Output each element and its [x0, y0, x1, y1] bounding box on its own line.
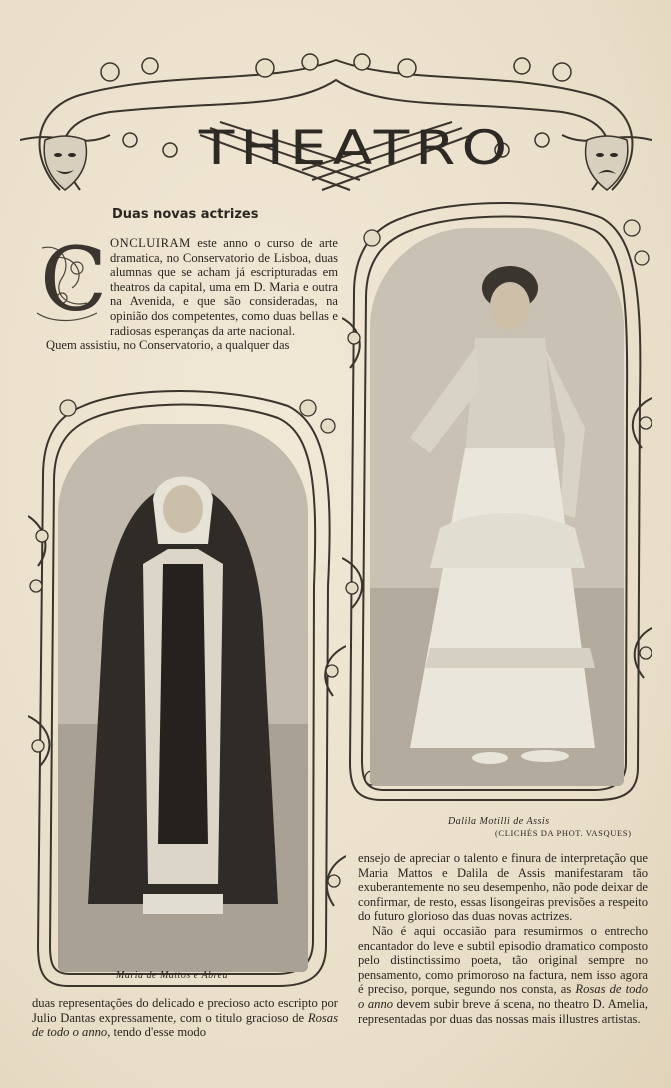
masthead	[20, 40, 652, 200]
bottom-left-text	[32, 996, 338, 1040]
photo-credit: (CLICHÉS DA PHOT. VASQUES)	[495, 828, 632, 838]
intro-paragraph	[32, 228, 338, 353]
article-heading: Duas novas actrizes	[112, 207, 259, 222]
bottom-left-text-a: duas representações do delicado e precioso acto escripto por Julio Dantas expressamente, com o titulo gracioso de	[32, 996, 338, 1025]
intro-text: este anno o curso de arte dramatica, no Conservatorio de Lisboa, duas alumnas que se acham já escripturadas em theatros da capital, uma em D. Maria e outra na Avenida, e que são consideradas, na opinião dos competentes, como duas bellas e radiosas esperanças da arte nacional.	[110, 236, 338, 338]
right-p2-title: Rosas de todo o anno	[358, 982, 649, 1011]
dropcap-letter: C	[40, 228, 108, 331]
intro-first-word: ONCLUIRAM	[110, 236, 191, 250]
bottom-left-title: Rosas de todo o anno	[32, 1010, 338, 1040]
right-column-text	[358, 851, 648, 1026]
bottom-left-text-b: , tendo d'esse modo	[107, 1025, 207, 1040]
dropcap	[32, 228, 108, 331]
left-photo-frame	[28, 386, 346, 994]
right-photo-caption: Dalila Motilli de Assis	[448, 816, 550, 827]
right-paragraph-2	[358, 924, 648, 1026]
right-paragraph-1: ensejo de apreciar o talento e finura de interpretação que Maria Mattos e Dalila de Assis manifestaram tão exuberantemente no seu desempenho, não pode deixar de confirmar, de resto, essas lisongeiras previsões a respeito do futuro glorioso das duas novas actrizes.	[358, 851, 648, 924]
right-photo	[370, 228, 624, 786]
right-p2-text-a: Não é aqui occasião para resumirmos o entrecho encantador do leve e subtil episodio dramatico composto pelo distinctissimo poeta, tão original sempre no pensamento, como primoroso na factura, nem isso agora é preciso, porque, segundo nos consta, as	[358, 923, 648, 997]
right-p2-text-b: devem subir breve á scena, no theatro D. Amelia, representadas por duas das nossas mais illustres artistas.	[358, 996, 648, 1026]
intro-paragraph-2: Quem assistiu, no Conservatorio, a qualquer das	[46, 338, 290, 353]
masthead-title: THEATRO	[198, 119, 514, 176]
left-photo	[58, 424, 308, 972]
left-photo-caption: Maria de Mattos e Abreu	[116, 970, 229, 981]
right-photo-frame	[342, 198, 652, 838]
actress-figure-image	[370, 228, 624, 786]
nun-figure-image	[58, 424, 308, 972]
